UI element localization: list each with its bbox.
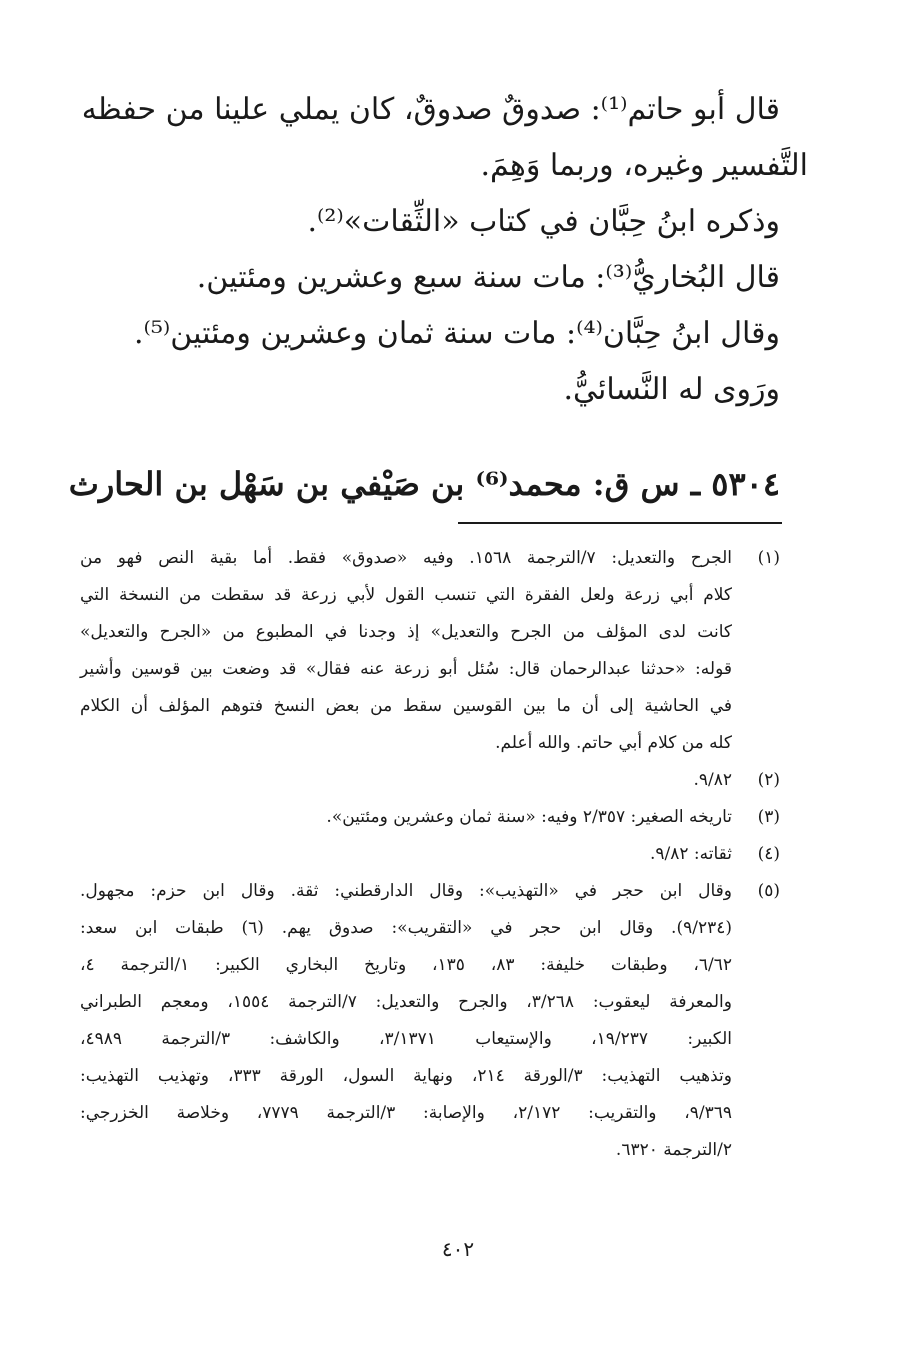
footnote-5: [80, 873, 780, 1169]
footnote-line: ٩/٨٢.: [693, 770, 732, 790]
footnote-number: (٤): [757, 844, 780, 864]
footnote-body: [80, 873, 732, 1169]
footnote-line: ٩/٣٦٩، والتقريب: ٢/١٧٢، والإصابة: ٣/الترجمة ٧٧٧٩، وخلاصة الخزرجي:: [80, 1103, 733, 1123]
footnote-line: قوله: «حدثنا عبدالرحمان قال: سُئل أبو زرعة عنه فقال» قد وضعت بين قوسين وأشير: [80, 659, 732, 679]
footnote-line: وتذهيب التهذيب: ٣/الورقة ٢١٤، ونهاية السول، الورقة ٣٣٣، وتهذيب التهذيب:: [80, 1066, 732, 1086]
footnote-line: ٦/٦٢، وطبقات خليفة: ٨٣، ١٣٥، وتاريخ البخاري الكبير: ١/الترجمة ٤،: [80, 955, 733, 975]
footnote-line: في الحاشية إلى أن ما بين القوسين سقط من بعض النسخ فتوهم المؤلف أن الكلام: [80, 696, 732, 716]
footnote-body: [80, 762, 732, 799]
footnote-3: [80, 799, 780, 836]
footnote-number: (١): [757, 548, 780, 568]
main-line: وقال ابنُ حِبَّان⁽⁴⁾: مات سنة ثمان وعشرين ومئتين⁽⁵⁾.: [133, 316, 780, 351]
footnote-line: كلام أبي زرعة ولعل الفقرة التي تنسب القول لأبي زرعة قد سقطت من النسخة التي: [80, 585, 732, 605]
main-line: ورَوى له النَّسائيُّ.: [563, 372, 780, 407]
page-number: ٤٠٢: [441, 1237, 475, 1261]
footnote-body: [80, 540, 732, 762]
footnote-line: كانت لدى المؤلف من الجرح والتعديل» إذ وجدنا في المطبوع من «الجرح والتعديل»: [80, 622, 732, 642]
main-text: [80, 82, 808, 418]
footnote-number: (٢): [757, 770, 780, 790]
footnote-divider: [458, 522, 782, 524]
footnote-body: [80, 799, 732, 836]
footnote-number: (٥): [757, 881, 780, 901]
footnote-number: (٣): [757, 807, 780, 827]
footnote-line: (٩/٢٣٤). وقال ابن حجر في «التقريب»: صدوق يهم. (٦) طبقات ابن سعد:: [80, 918, 732, 938]
footnote-line: تاريخه الصغير: ٢/٣٥٧ وفيه: «سنة ثمان وعشرين ومئتين».: [326, 807, 732, 827]
footnote-1: [80, 540, 780, 762]
footnote-4: [80, 836, 780, 873]
main-line: قال أبو حاتم⁽¹⁾: صدوقٌ صدوقٌ، كان يملي علينا من حفظه: [81, 92, 780, 127]
footnote-line: كله من كلام أبي حاتم. والله أعلم.: [495, 733, 732, 753]
main-line: قال البُخاريُّ⁽³⁾: مات سنة سبع وعشرين ومئتين.: [196, 260, 780, 295]
footnote-line: وقال ابن حجر في «التهذيب»: وقال الدارقطني: ثقة. وقال ابن حزم: مجهول.: [80, 881, 732, 901]
footnotes: [80, 540, 780, 1169]
entry-heading: ٥٣٠٤ ـ س ق: محمد⁽⁶⁾ بن صَيْفي بن سَهْل بن الحارث: [68, 465, 780, 503]
main-line: وذكره ابنُ حِبَّان في كتاب «الثِّقات»⁽²⁾.: [307, 204, 780, 239]
footnote-line: ثقاته: ٩/٨٢.: [649, 844, 732, 864]
main-line: التَّفسير وغيره، وربما وَهِمَ.: [480, 148, 808, 183]
footnote-line: الكبير: ١٩/٢٣٧، والإستيعاب ٣/١٣٧١، والكاشف: ٣/الترجمة ٤٩٨٩،: [80, 1029, 732, 1049]
footnote-line: والمعرفة ليعقوب: ٣/٢٦٨، والجرح والتعديل: ٧/الترجمة ١٥٥٤، ومعجم الطبراني: [80, 992, 732, 1012]
footnote-2: [80, 762, 780, 799]
footnote-line: ٢/الترجمة ٦٣٢٠.: [615, 1140, 732, 1160]
footnote-body: [80, 836, 732, 873]
footnote-line: الجرح والتعديل: ٧/الترجمة ١٥٦٨. وفيه «صدوق» فقط. أما بقية النص فهو من: [80, 548, 732, 568]
